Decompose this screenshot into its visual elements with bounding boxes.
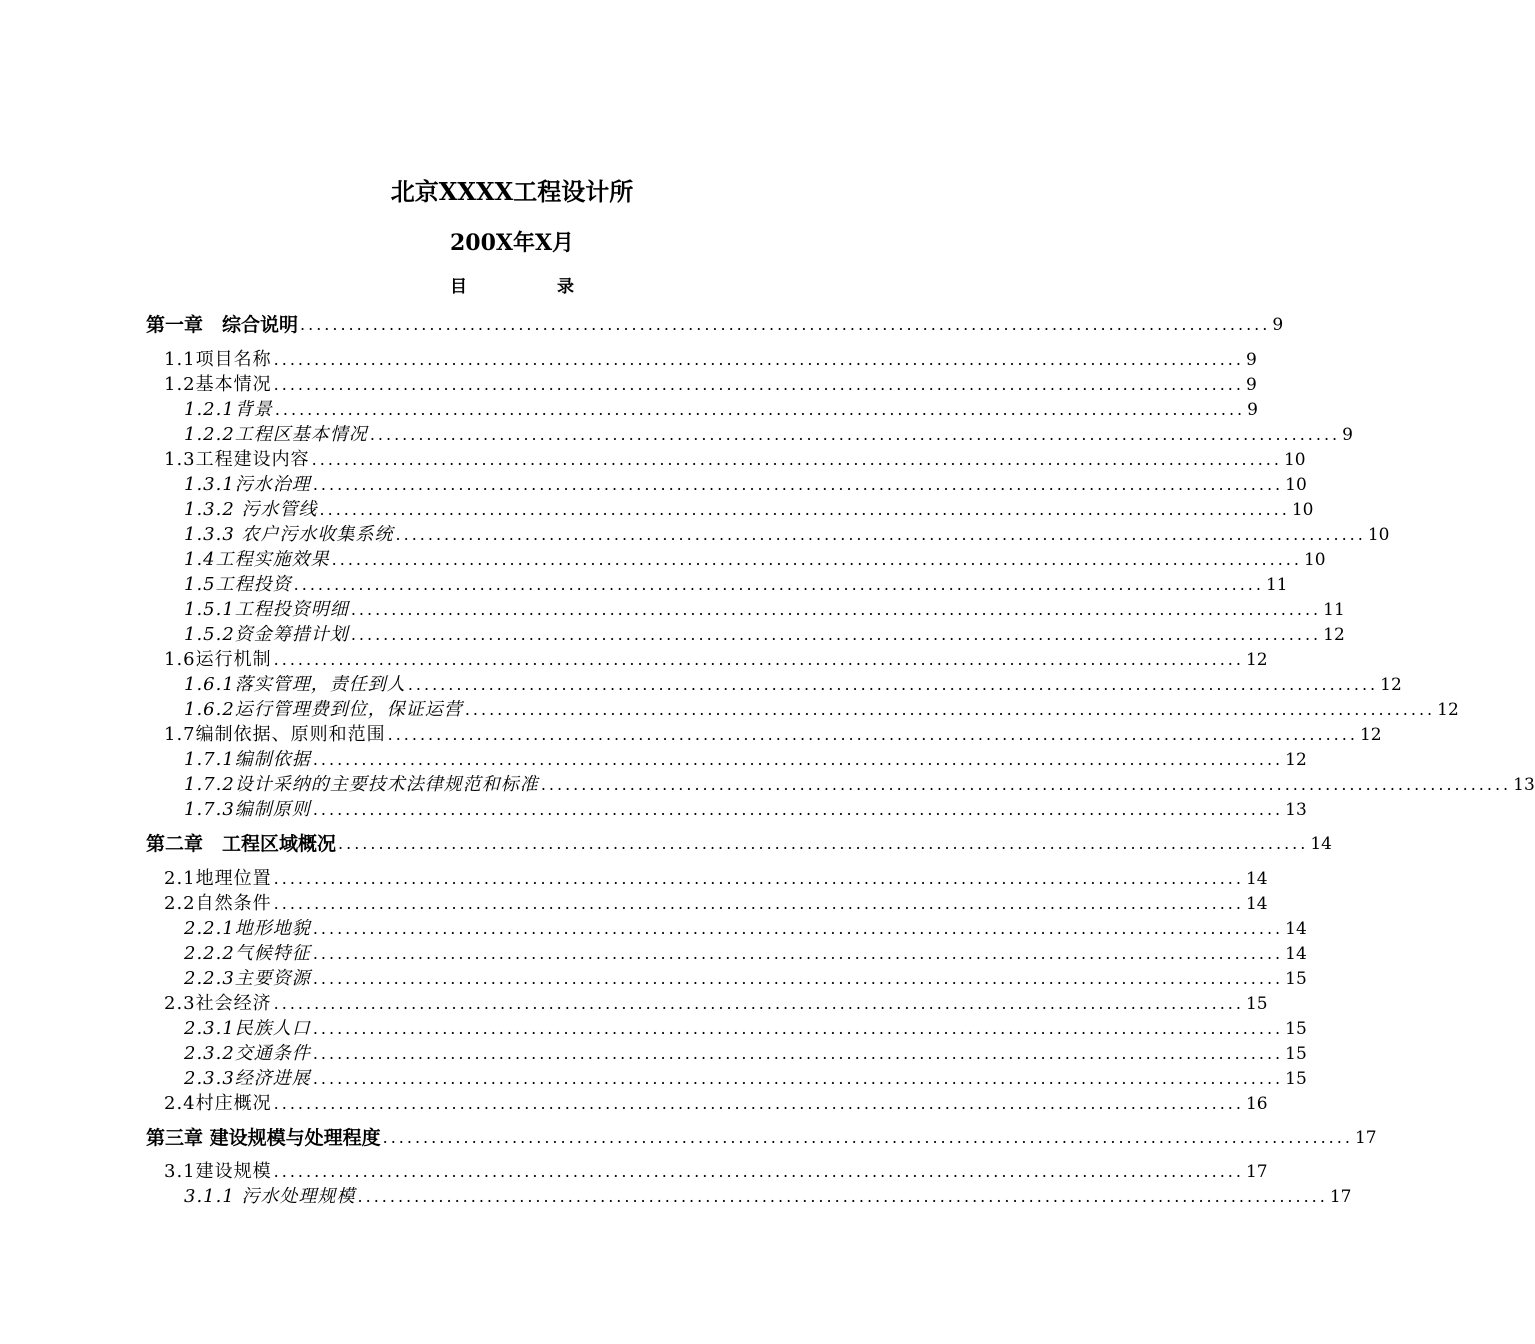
toc-page-number: 14 [1310,834,1332,854]
toc-dot-leader: ........................................................................................................................ [312,750,1284,769]
toc-dot-leader: ........................................................................................................................ [407,675,1379,694]
toc-page-number: 16 [1245,1094,1268,1114]
toc-entry[interactable] [184,798,1307,822]
toc-entry-label: 2.3.1民族人口 [184,1018,311,1039]
toc-page-number: 12 [1359,725,1382,745]
toc-dot-leader: ........................................................................................................................ [338,834,1309,853]
toc-entry-label: 1.3工程建设内容 [164,449,310,470]
toc-page-number: 9 [1245,375,1257,395]
toc-entry-label: 1.1项目名称 [164,349,272,370]
toc-chapter-entry[interactable] [146,832,1332,856]
toc-entry[interactable] [184,1042,1307,1066]
toc-entry[interactable] [184,598,1345,622]
toc-entry[interactable] [184,698,1459,722]
toc-page-number: 15 [1245,994,1268,1014]
toc-entry-label: 1.5工程投资 [184,574,292,595]
toc-page-number: 9 [1272,315,1284,335]
toc-page-number: 10 [1285,475,1307,495]
toc-dot-leader: ........................................................................................................................ [312,475,1284,494]
toc-entry[interactable] [164,348,1257,372]
toc-dot-leader: ........................................................................................................................ [273,650,1244,669]
toc-entry-label: 第一章 综合说明 [146,314,299,336]
toc-dot-leader: ........................................................................................................................ [293,575,1264,594]
toc-dot-leader: ........................................................................................................................ [312,1019,1284,1038]
toc-dot-leader: ........................................................................................................................ [387,725,1358,744]
toc-entry[interactable] [184,398,1258,422]
toc-chapter-entry[interactable] [146,1126,1377,1150]
toc-dot-leader: ........................................................................................................................ [312,1044,1284,1063]
toc-dot-leader: ........................................................................................................................ [273,350,1244,369]
toc-entry-label: 2.1地理位置 [164,868,272,889]
toc-page-number: 13 [1513,775,1535,795]
toc-page-number: 15 [1285,1044,1307,1064]
toc-dot-leader: ........................................................................................................................ [273,894,1244,913]
toc-entry[interactable] [184,1017,1307,1041]
toc-page-number: 15 [1285,1069,1307,1089]
toc-entry[interactable] [164,723,1382,747]
toc-page-number: 10 [1303,550,1326,570]
toc-entry[interactable] [184,498,1314,522]
toc-dot-leader: ........................................................................................................................ [382,1128,1353,1147]
toc-dot-leader: ........................................................................................................................ [273,1162,1244,1181]
toc-entry[interactable] [164,648,1268,672]
toc-entry-label: 1.3.2 污水管线 [184,499,318,520]
toc-page-number: 10 [1291,500,1314,520]
toc-page-number: 17 [1354,1128,1377,1148]
toc-entry[interactable] [164,1160,1268,1184]
toc-page-number: 9 [1342,425,1353,445]
toc-page-number: 14 [1245,869,1268,889]
toc-entry-label: 2.3.2交通条件 [184,1043,311,1064]
toc-entry-label: 3.1建设规模 [164,1161,272,1182]
toc-dot-leader: ........................................................................................................................ [274,400,1246,419]
toc-entry-label: 1.2.2工程区基本情况 [184,424,368,445]
toc-page-number: 15 [1285,1019,1307,1039]
toc-page-number: 9 [1245,350,1257,370]
toc-entry[interactable] [184,623,1345,647]
toc-entry-label: 1.2基本情况 [164,374,272,395]
toc-entry-label: 1.6.2运行管理费到位，保证运营 [184,699,463,720]
toc-dot-leader: ........................................................................................................................ [312,969,1284,988]
toc-entry-label: 1.7.3编制原则 [184,799,311,820]
toc-dot-leader: ........................................................................................................................ [312,1069,1284,1088]
toc-dot-leader: ........................................................................................................................ [350,625,1322,644]
toc-page-number: 10 [1283,450,1306,470]
toc-entry-label: 2.2.3主要资源 [184,968,311,989]
toc-dot-leader: ........................................................................................................................ [300,315,1271,334]
toc-dot-leader: ........................................................................................................................ [395,525,1366,544]
toc-entry[interactable] [164,1092,1268,1116]
toc-page-number: 12 [1245,650,1268,670]
toc-entry-label: 3.1.1 污水处理规模 [184,1186,356,1207]
toc-page-number: 13 [1285,800,1307,820]
organization-name: 北京XXXX工程设计所 [390,177,634,206]
toc-page-number: 15 [1285,969,1307,989]
toc-entry-label: 1.2.1背景 [184,399,273,420]
toc-page-number: 12 [1437,700,1459,720]
toc-entry[interactable] [184,1067,1307,1091]
toc-entry[interactable] [164,867,1268,891]
toc-title: 目 录 [450,277,616,297]
toc-entry-label: 2.3社会经济 [164,993,272,1014]
toc-dot-leader: ........................................................................................................................ [311,450,1282,469]
toc-entry[interactable] [184,423,1353,447]
toc-dot-leader: ........................................................................................................................ [464,700,1436,719]
toc-dot-leader: ........................................................................................................................ [312,944,1284,963]
toc-entry[interactable] [184,748,1307,772]
toc-page-number: 17 [1245,1162,1268,1182]
toc-entry-label: 1.3.1污水治理 [184,474,311,495]
toc-entry[interactable] [164,373,1257,397]
toc-page-number: 14 [1285,919,1307,939]
toc-page-number: 14 [1245,894,1268,914]
toc-page-number: 17 [1329,1187,1352,1207]
toc-dot-leader: ........................................................................................................................ [350,600,1322,619]
toc-entry[interactable] [184,917,1307,941]
toc-entry-label: 1.7编制依据、原则和范围 [164,724,386,745]
toc-dot-leader: ........................................................................................................................ [312,800,1284,819]
toc-entry-label: 1.7.1编制依据 [184,749,311,770]
toc-entry[interactable] [184,548,1326,572]
toc-entry[interactable] [184,1185,1352,1209]
toc-entry-label: 1.4工程实施效果 [184,549,330,570]
toc-entry[interactable] [184,942,1307,966]
toc-entry-label: 1.5.1工程投资明细 [184,599,349,620]
toc-entry-label: 1.6运行机制 [164,649,272,670]
toc-dot-leader: ........................................................................................................................ [312,919,1284,938]
toc-entry[interactable] [184,473,1307,497]
document-date: 200X年X月 [449,230,575,256]
toc-page-number: 12 [1380,675,1402,695]
toc-entry-label: 2.3.3经济进展 [184,1068,311,1089]
toc-entry-label: 第二章 工程区域概况 [146,833,337,855]
toc-entry[interactable] [184,573,1288,597]
toc-entry[interactable] [164,448,1306,472]
toc-page-number: 10 [1367,525,1390,545]
toc-dot-leader: ........................................................................................................................ [540,775,1512,794]
toc-page-number: 14 [1285,944,1307,964]
toc-entry-label: 1.7.2设计采纳的主要技术法律规范和标准 [184,774,539,795]
toc-entry-label: 2.4村庄概况 [164,1093,272,1114]
toc-entry[interactable] [184,673,1402,697]
toc-dot-leader: ........................................................................................................................ [357,1187,1328,1206]
toc-entry[interactable] [164,992,1268,1016]
toc-dot-leader: ........................................................................................................................ [273,375,1244,394]
toc-entry[interactable] [184,773,1535,797]
toc-page-number: 12 [1323,625,1345,645]
toc-dot-leader: ........................................................................................................................ [273,869,1244,888]
toc-page-number: 11 [1265,575,1288,595]
toc-page-number: 9 [1247,400,1258,420]
toc-dot-leader: ........................................................................................................................ [273,1094,1244,1113]
toc-entry-label: 2.2.2气候特征 [184,943,311,964]
toc-entry-label: 第三章 建设规模与处理程度 [146,1127,381,1149]
toc-entry[interactable] [184,523,1390,547]
toc-dot-leader: ........................................................................................................................ [273,994,1244,1013]
toc-dot-leader: ........................................................................................................................ [331,550,1302,569]
toc-entry[interactable] [184,967,1307,991]
toc-entry-label: 1.5.2资金筹措计划 [184,624,349,645]
toc-chapter-entry[interactable] [146,313,1284,337]
toc-entry-label: 1.6.1落实管理，责任到人 [184,674,406,695]
toc-entry-label: 2.2自然条件 [164,893,272,914]
toc-dot-leader: ........................................................................................................................ [369,425,1341,444]
toc-entry[interactable] [164,892,1268,916]
toc-dot-leader: ........................................................................................................................ [319,500,1290,519]
toc-page-number: 12 [1285,750,1307,770]
toc-page-number: 11 [1323,600,1345,620]
toc-entry-label: 1.3.3 农户污水收集系统 [184,524,394,545]
toc-entry-label: 2.2.1地形地貌 [184,918,311,939]
